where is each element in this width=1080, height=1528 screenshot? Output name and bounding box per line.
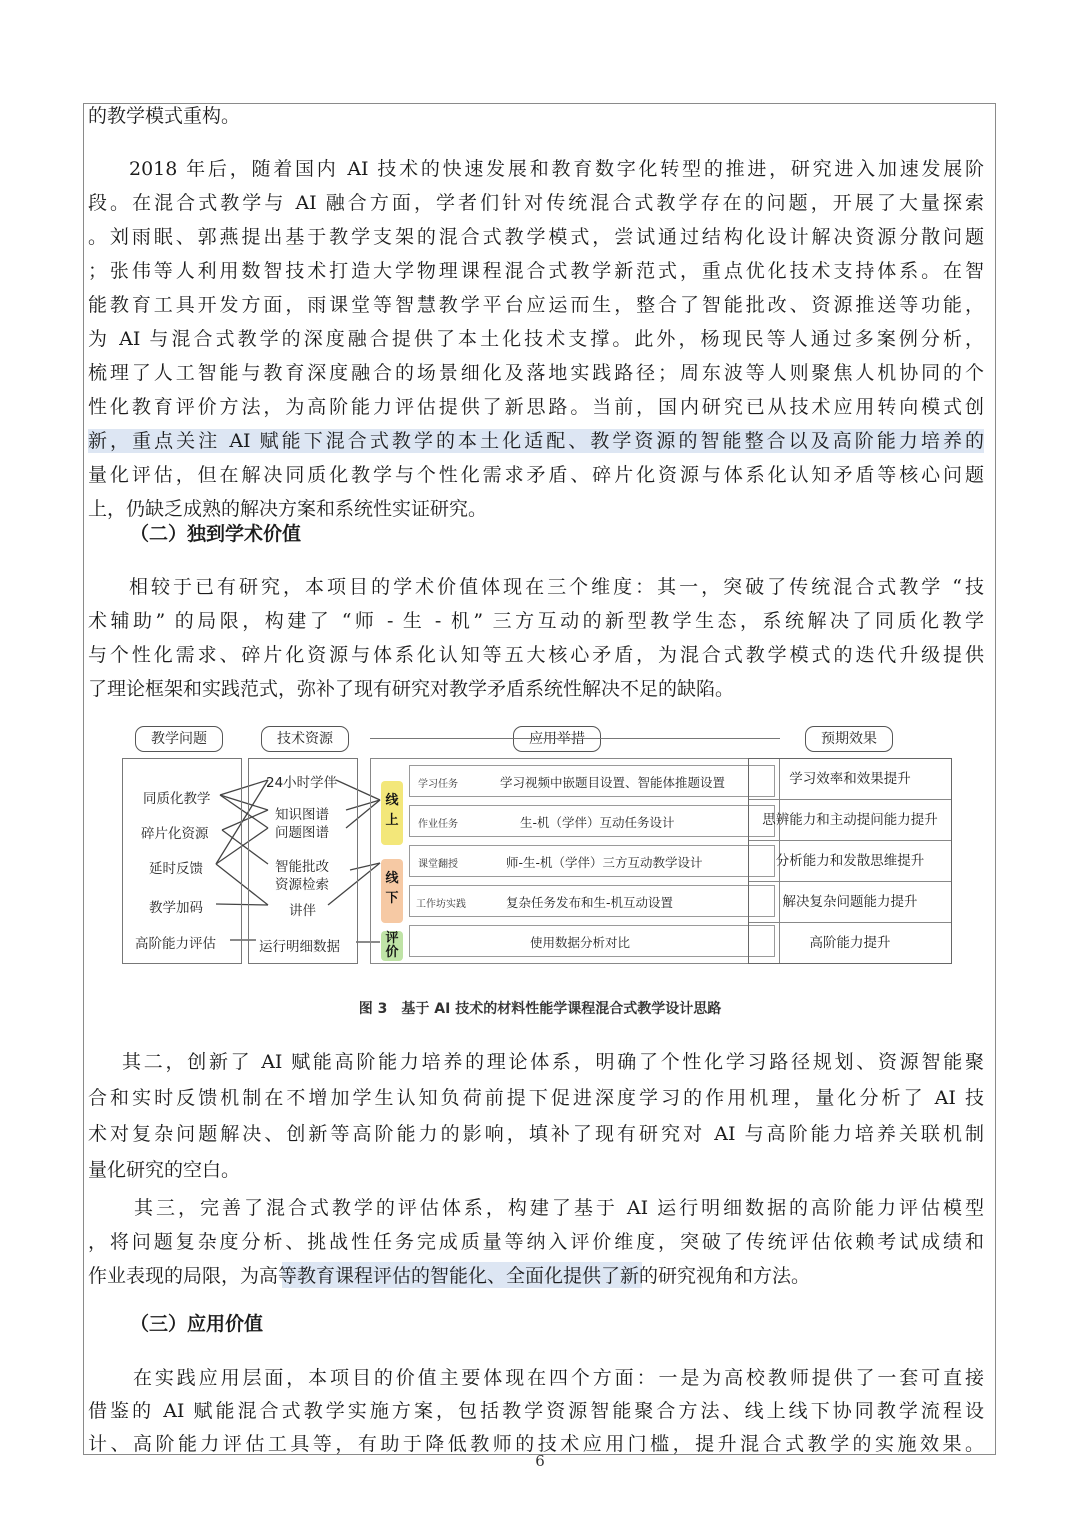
text-line: 借鉴的 AI 赋能混合式教学实施方案，包括教学资源智能聚合方法、线上线下协同教学流程设 <box>88 1400 984 1422</box>
text-line: 量化评估，但在解决同质化教学与个性化需求矛盾、碎片化资源与体系化认知矛盾等核心问题 <box>88 464 984 486</box>
text-line: 2018 年后，随着国内 AI 技术的快速发展和教育数字化转型的推进，研究进入加速发展阶 <box>129 158 984 180</box>
resource-item: 知识图谱 <box>275 807 329 823</box>
resource-item: 问题图谱 <box>275 825 329 841</box>
text-line: 性化教育评价方法，为高阶能力评估提供了新思路。当前，国内研究已从技术应用转向模式创 <box>88 396 984 418</box>
text-line: 术辅助” 的局限，构建了 “师 - 生 - 机” 三方互动的新型教学生态，系统解决了同质化教学 <box>88 610 984 632</box>
problem-item: 教学加码 <box>149 900 203 916</box>
text-line: 其二，创新了 AI 赋能高阶能力培养的理论体系，明确了个性化学习路径规划、资源智能聚 <box>122 1051 984 1073</box>
header-effects: 预期效果 <box>805 726 893 752</box>
text-line: 段。在混合式教学与 AI 融合方面，学者们针对传统混合式教学存在的问题，开展了大量探索 <box>88 192 984 214</box>
problem-item: 碎片化资源 <box>141 826 209 842</box>
measure-text: 复杂任务发布和生-机互动设置 <box>506 895 674 910</box>
text-line: 上，仍缺乏成熟的解决方案和系统性实证研究。 <box>88 498 488 520</box>
highlighted-line: 新，重点关注 AI 赋能下混合式教学的本土化适配、教学资源的智能整合以及高阶能力培养的 <box>88 430 984 452</box>
text-line: 为 AI 与混合式教学的深度融合提供了本土化技术支撑。此外，杨现民等人通过多案例分析， <box>88 328 984 350</box>
header-problems: 教学问题 <box>135 726 223 752</box>
text-line: 能教育工具开发方面，雨课堂等智慧教学平台应运而生，整合了智能批改、资源推送等功能， <box>88 294 984 316</box>
text-line: 在实践应用层面，本项目的价值主要体现在四个方面：一是为高校教师提供了一套可直接 <box>133 1367 984 1389</box>
effect-item: 学习效率和效果提升 <box>749 759 951 800</box>
badge-offline: 线下 <box>381 859 403 923</box>
measure-tag: 工作坊实践 <box>416 899 466 910</box>
effect-item: 解决复杂问题能力提升 <box>749 882 951 923</box>
text-line: 术对复杂问题解决、创新等高阶能力的影响，填补了现有研究对 AI 与高阶能力培养关联机制 <box>88 1123 984 1145</box>
measure-row <box>409 845 775 877</box>
text-line: 梳理了人工智能与教育深度融合的场景细化及落地实践路径；周东波等人则聚焦人机协同的个 <box>88 362 984 384</box>
text-line: 相较于已有研究，本项目的学术价值体现在三个维度：其一，突破了传统混合式教学 “技 <box>129 576 984 598</box>
measure-row <box>409 805 775 837</box>
problem-item: 同质化教学 <box>143 791 211 807</box>
heading-text: （二）独到学术价值 <box>130 523 302 545</box>
measures-panel <box>370 758 780 964</box>
text-line: 了理论框架和实践范式，弥补了现有研究对教学矛盾系统性解决不足的缺陷。 <box>88 678 735 700</box>
resource-item: 24小时学伴 <box>266 775 338 791</box>
text-line: 。刘雨眠、郭燕提出基于教学支架的混合式教学模式，尝试通过结构化设计解决资源分散问题 <box>88 226 984 248</box>
resource-item: 讲伴 <box>289 903 316 919</box>
effects-panel <box>748 758 952 964</box>
problems-panel <box>122 758 242 964</box>
measure-row <box>409 885 775 917</box>
text-line: 其三，完善了混合式教学的评估体系，构建了基于 AI 运行明细数据的高阶能力评估模型 <box>134 1197 984 1219</box>
measure-text: 师-生-机（学伴）三方互动教学设计 <box>506 855 703 870</box>
resource-item: 资源检索 <box>275 877 329 893</box>
effect-item: 思辨能力和主动提问能力提升 <box>749 800 951 841</box>
measure-tag: 课堂翻授 <box>418 859 458 870</box>
header-measures: 应用举措 <box>513 726 601 752</box>
text-line: 与个性化需求、碎片化资源与体系化认知等五大核心矛盾，为混合式教学模式的迭代升级提供 <box>88 644 984 666</box>
figure-caption: 图 3 基于 AI 技术的材料性能学课程混合式教学设计思路 <box>358 1001 722 1017</box>
problem-item: 延时反馈 <box>149 861 203 877</box>
text-line: 合和实时反馈机制在不增加学生认知负荷前提下促进深度学习的作用机理，量化分析了 AI 技 <box>88 1087 984 1109</box>
measure-tag: 学习任务 <box>418 779 458 790</box>
effect-item: 分析能力和发散思维提升 <box>749 841 951 882</box>
measure-row <box>409 925 775 957</box>
measure-row <box>409 765 775 797</box>
text-line: 计、高阶能力评估工具等，有助于降低教师的技术应用门槛，提升混合式教学的实施效果。 <box>88 1433 984 1455</box>
measure-text: 学习视频中嵌题目设置、智能体推题设置 <box>500 775 726 790</box>
resource-item: 运行明细数据 <box>259 939 340 955</box>
problem-item: 高阶能力评估 <box>135 936 216 952</box>
effect-item: 高阶能力提升 <box>809 935 891 951</box>
text-line: 作业表现的局限，为高等教育课程评估的智能化、全面化提供了新的研究视角和方法。 <box>88 1265 811 1287</box>
measure-tag: 作业任务 <box>418 819 458 830</box>
measure-text: 使用数据分析对比 <box>530 935 631 950</box>
page-number: 6 <box>535 1452 545 1470</box>
teaching-design-figure <box>118 718 964 973</box>
resource-item: 智能批改 <box>275 859 329 875</box>
heading-text: （三）应用价值 <box>130 1313 264 1335</box>
text-line: 的教学模式重构。 <box>88 105 241 127</box>
text-line: ；张伟等人利用数智技术打造大学物理课程混合式教学新范式，重点优化技术支持体系。在智 <box>88 260 984 282</box>
header-resources: 技术资源 <box>261 726 349 752</box>
measures-header-rule <box>370 738 780 739</box>
measure-text: 生-机（学伴）互动任务设计 <box>520 815 675 830</box>
badge-online: 线上 <box>381 781 403 845</box>
resources-panel <box>248 758 358 964</box>
badge-evaluation: 评价 <box>381 931 403 961</box>
text-line: ，将问题复杂度分析、挑战性任务完成质量等纳入评价维度，突破了传统评估依赖考试成绩和 <box>88 1231 984 1253</box>
text-line: 量化研究的空白。 <box>88 1159 241 1181</box>
